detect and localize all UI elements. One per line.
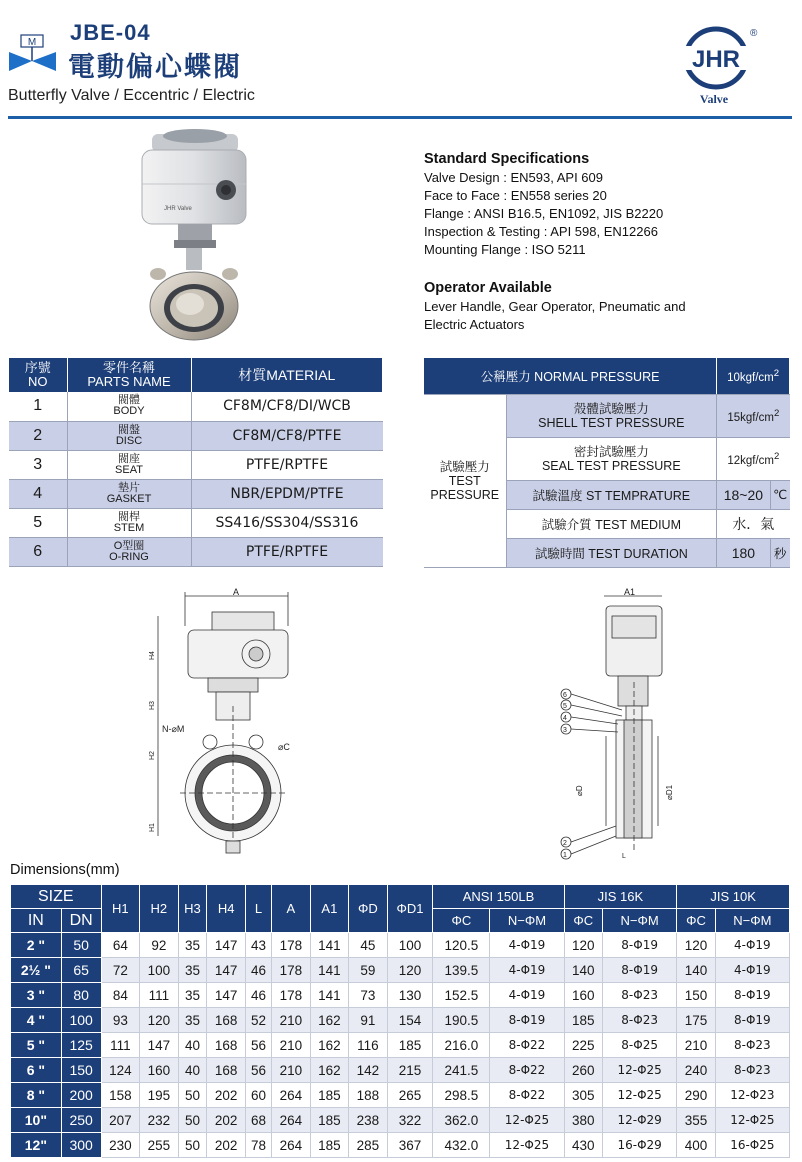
dim-value: 210 (272, 1033, 311, 1058)
svg-text:2: 2 (563, 840, 567, 847)
front-view-drawing (140, 586, 310, 858)
dim-value: 92 (140, 933, 179, 958)
svg-text:4: 4 (563, 715, 567, 722)
dim-value: 285 (349, 1133, 388, 1158)
in-header: IN (11, 909, 62, 933)
temperature-label: 試驗溫度 ST TEMPRATURE (506, 480, 717, 509)
spec-line: Mounting Flange : ISO 5211 (424, 242, 586, 257)
dimension-row (11, 958, 790, 983)
jis16-nm: 8-Φ25 (603, 1033, 677, 1058)
dim-value: 264 (272, 1108, 311, 1133)
dimension-row (11, 1058, 790, 1083)
dim-value: 116 (349, 1033, 388, 1058)
jis16-c: 140 (564, 958, 603, 983)
jis16-nm: 8-Φ23 (603, 983, 677, 1008)
dim-value: 264 (272, 1083, 311, 1108)
dim-value: 162 (310, 1058, 349, 1083)
ansi-c: 362.0 (433, 1108, 490, 1133)
size-in: 8 " (11, 1083, 62, 1108)
part-name: 閥座 SEAT (67, 450, 191, 479)
dim-value: 168 (207, 1058, 246, 1083)
size-in: 12" (11, 1133, 62, 1158)
dim-h2-label: H2 (149, 751, 156, 760)
dim-value: 147 (207, 958, 246, 983)
side-view-drawing (552, 586, 692, 862)
dim-value: 185 (310, 1083, 349, 1108)
standard-specifications (424, 150, 794, 334)
temperature-value: 18~20 (717, 480, 771, 509)
parts-row (9, 421, 383, 450)
dim-value: 100 (387, 933, 433, 958)
dim-value: 238 (349, 1108, 388, 1133)
dim-value: 46 (245, 983, 271, 1008)
jis10-nm: 4-Φ19 (715, 958, 789, 983)
ansi-c: 432.0 (433, 1133, 490, 1158)
operator-line: Lever Handle, Gear Operator, Pneumatic and (424, 299, 686, 314)
dim-value: 207 (101, 1108, 140, 1133)
shell-test-label: 殼體試驗壓力 SHELL TEST PRESSURE (506, 394, 717, 437)
valve-symbol-letter: M (27, 37, 37, 48)
dimensions-title: Dimensions(mm) (10, 862, 120, 878)
dimension-row (11, 983, 790, 1008)
dim-value: 154 (387, 1008, 433, 1033)
parts-header-no: 序號 NO (9, 358, 67, 392)
jis10-c: 175 (677, 1008, 716, 1033)
duration-label: 試驗時間 TEST DURATION (506, 538, 717, 567)
ansi-c: 216.0 (433, 1033, 490, 1058)
operator-title: Operator Available (424, 280, 552, 296)
dim-value: 35 (178, 958, 207, 983)
jis16-nm: 8-Φ19 (603, 933, 677, 958)
spec-line: Valve Design : EN593, API 609 (424, 170, 603, 185)
dim-value: 124 (101, 1058, 140, 1083)
dim-value: 147 (207, 933, 246, 958)
jis16-nm: 12-Φ25 (603, 1058, 677, 1083)
size-in: 2 " (11, 933, 62, 958)
size-dn: 125 (61, 1033, 101, 1058)
spec-line: Flange : ANSI B16.5, EN1092, JIS B2220 (424, 206, 664, 221)
dim-value: 178 (272, 933, 311, 958)
dim-value: 215 (387, 1058, 433, 1083)
page-header (0, 0, 802, 122)
size-dn: 65 (61, 958, 101, 983)
medium-value: 水．氣 (717, 509, 790, 538)
model-code: JBE-04 (70, 20, 151, 45)
parts-row (9, 508, 383, 537)
ansi-c: 241.5 (433, 1058, 490, 1083)
dim-value: 147 (207, 983, 246, 1008)
dim-value: 141 (310, 958, 349, 983)
jis16-c: 160 (564, 983, 603, 1008)
ansi-nm: 8-Φ22 (490, 1083, 564, 1108)
jis16-nm: 12-Φ25 (603, 1083, 677, 1108)
dim-value: 255 (140, 1133, 179, 1158)
dim-value: 93 (101, 1008, 140, 1033)
dim-a-label: A (232, 587, 240, 597)
col-header-h1: H1 (101, 885, 140, 933)
jis10-c: 210 (677, 1033, 716, 1058)
dim-nm-label: N-⌀M (162, 724, 185, 734)
dim-value: 202 (207, 1083, 246, 1108)
size-dn: 80 (61, 983, 101, 1008)
parts-header-material: 材質MATERIAL (191, 358, 383, 392)
size-in: 5 " (11, 1033, 62, 1058)
jis10-c: 120 (677, 933, 716, 958)
dim-value: 45 (349, 933, 388, 958)
ansi-c: 152.5 (433, 983, 490, 1008)
part-material: CF8M/CF8/PTFE (191, 421, 383, 450)
jis16-c: 430 (564, 1133, 603, 1158)
size-dn: 250 (61, 1108, 101, 1133)
jis10-c: 400 (677, 1133, 716, 1158)
dim-value: 59 (349, 958, 388, 983)
col-header-h4: H4 (207, 885, 246, 933)
parts-row (9, 479, 383, 508)
jis10-c: 140 (677, 958, 716, 983)
ansi-nm: 8-Φ22 (490, 1033, 564, 1058)
size-dn: 50 (61, 933, 101, 958)
size-dn: 300 (61, 1133, 101, 1158)
jis10-nm: 12-Φ23 (715, 1083, 789, 1108)
jis16-c: 225 (564, 1033, 603, 1058)
dim-value: 68 (245, 1108, 271, 1133)
sub-header-nm: N−ΦM (603, 909, 677, 933)
part-no: 1 (9, 392, 67, 421)
jis10-nm: 8-Φ19 (715, 983, 789, 1008)
dimensions-table (10, 884, 790, 1158)
size-in: 10" (11, 1108, 62, 1133)
dimension-row (11, 1133, 790, 1158)
jis10-nm: 8-Φ23 (715, 1033, 789, 1058)
shell-test-value: $15kgf/cm^2$ (717, 394, 790, 437)
page-subtitle: Butterfly Valve / Eccentric / Electric (8, 87, 255, 104)
ansi-nm: 4-Φ19 (490, 983, 564, 1008)
dimension-row (11, 1083, 790, 1108)
dim-d1-label: ⌀D1 (665, 784, 674, 800)
medium-label: 試驗介質 TEST MEDIUM (506, 509, 717, 538)
dim-value: 168 (207, 1008, 246, 1033)
size-in: 4 " (11, 1008, 62, 1033)
dim-l-label: L (622, 853, 626, 860)
ansi-nm: 8-Φ19 (490, 1008, 564, 1033)
sub-header-c: ΦC (433, 909, 490, 933)
dim-value: 142 (349, 1058, 388, 1083)
part-name: 閥盤 DISC (67, 421, 191, 450)
size-in: 6 " (11, 1058, 62, 1083)
jis16-c: 185 (564, 1008, 603, 1033)
ansi-nm: 4-Φ19 (490, 933, 564, 958)
dim-value: 264 (272, 1133, 311, 1158)
dim-value: 50 (178, 1083, 207, 1108)
dim-value: 40 (178, 1033, 207, 1058)
part-material: PTFE/RPTFE (191, 537, 383, 566)
size-dn: 100 (61, 1008, 101, 1033)
size-dn: 150 (61, 1058, 101, 1083)
dim-value: 120 (140, 1008, 179, 1033)
part-no: 5 (9, 508, 67, 537)
valve-symbol-icon (8, 34, 58, 74)
dim-value: 72 (101, 958, 140, 983)
dim-value: 230 (101, 1133, 140, 1158)
test-pressure-group-label: 試驗壓力 TEST PRESSURE (424, 394, 506, 567)
jis16-nm: 16-Φ29 (603, 1133, 677, 1158)
dim-value: 147 (140, 1033, 179, 1058)
dim-value: 40 (178, 1058, 207, 1083)
part-no: 4 (9, 479, 67, 508)
dim-value: 73 (349, 983, 388, 1008)
sub-header-c: ΦC (677, 909, 716, 933)
col-header-a1: A1 (310, 885, 349, 933)
sub-header-nm: N−ΦM (490, 909, 564, 933)
part-no: 3 (9, 450, 67, 479)
specs-title: Standard Specifications (424, 151, 590, 167)
dim-value: 35 (178, 983, 207, 1008)
dim-value: 202 (207, 1108, 246, 1133)
normal-pressure-value: $10kgf/cm^2$ (717, 358, 790, 394)
dim-value: 162 (310, 1008, 349, 1033)
dim-value: 178 (272, 958, 311, 983)
parts-table (9, 358, 383, 567)
dim-value: 111 (101, 1033, 140, 1058)
logo-sub-text: Valve (699, 92, 729, 106)
dim-value: 78 (245, 1133, 271, 1158)
parts-header-name: 零件名稱 PARTS NAME (67, 358, 191, 392)
dimension-row (11, 1108, 790, 1133)
group-header-ansi: ANSI 150LB (433, 885, 564, 909)
dim-value: 35 (178, 1008, 207, 1033)
dim-value: 195 (140, 1083, 179, 1108)
dim-a1-label: A1 (624, 587, 636, 597)
size-header: SIZE (11, 885, 102, 909)
duration-unit: 秒 (770, 538, 789, 567)
jis10-nm: 8-Φ23 (715, 1058, 789, 1083)
dim-value: 185 (310, 1133, 349, 1158)
size-in: 3 " (11, 983, 62, 1008)
dim-d-label: ⌀D (575, 785, 584, 796)
group-header-jis16k: JIS 16K (564, 885, 677, 909)
dim-value: 210 (272, 1008, 311, 1033)
spec-line: Face to Face : EN558 series 20 (424, 188, 607, 203)
dimension-row (11, 933, 790, 958)
col-header-l: L (245, 885, 271, 933)
dim-value: 202 (207, 1133, 246, 1158)
dim-value: 367 (387, 1133, 433, 1158)
jis10-c: 150 (677, 983, 716, 1008)
dim-value: 46 (245, 958, 271, 983)
dim-value: 64 (101, 933, 140, 958)
jis16-c: 305 (564, 1083, 603, 1108)
dim-value: 50 (178, 1108, 207, 1133)
dim-value: 91 (349, 1008, 388, 1033)
shell-test-row (424, 394, 790, 437)
size-in: 2½ " (11, 958, 62, 983)
operator-block (424, 279, 794, 334)
jis10-nm: 4-Φ19 (715, 933, 789, 958)
pressure-table (424, 358, 790, 568)
seal-test-value: $12kgf/cm^2$ (717, 437, 790, 480)
col-header-d: ΦD (349, 885, 388, 933)
col-header-d1: ΦD1 (387, 885, 433, 933)
dim-value: 158 (101, 1083, 140, 1108)
ansi-nm: 12-Φ25 (490, 1133, 564, 1158)
part-name: 墊片 GASKET (67, 479, 191, 508)
dimension-row (11, 1008, 790, 1033)
dim-h4-label: H4 (149, 651, 156, 660)
dim-value: 111 (140, 983, 179, 1008)
dim-value: 60 (245, 1083, 271, 1108)
svg-text:6: 6 (563, 692, 567, 699)
jis10-nm: 8-Φ19 (715, 1008, 789, 1033)
operator-line: Electric Actuators (424, 317, 525, 332)
dim-value: 43 (245, 933, 271, 958)
svg-text:3: 3 (563, 727, 567, 734)
dim-value: 162 (310, 1033, 349, 1058)
sub-header-c: ΦC (564, 909, 603, 933)
dim-value: 185 (310, 1108, 349, 1133)
part-name: 閥體 BODY (67, 392, 191, 421)
dim-value: 130 (387, 983, 433, 1008)
jis16-c: 260 (564, 1058, 603, 1083)
jis10-c: 290 (677, 1083, 716, 1108)
dim-value: 178 (272, 983, 311, 1008)
dim-value: 84 (101, 983, 140, 1008)
dim-value: 56 (245, 1058, 271, 1083)
duration-value: 180 (717, 538, 771, 567)
ansi-c: 190.5 (433, 1008, 490, 1033)
ansi-c: 298.5 (433, 1083, 490, 1108)
svg-text:1: 1 (563, 852, 567, 859)
dim-value: 100 (140, 958, 179, 983)
parts-row (9, 392, 383, 421)
jis16-nm: 12-Φ29 (603, 1108, 677, 1133)
seal-test-label: 密封試驗壓力 SEAL TEST PRESSURE (506, 437, 717, 480)
spec-line: Inspection & Testing : API 598, EN12266 (424, 224, 658, 239)
parts-row (9, 450, 383, 479)
normal-pressure-row (424, 358, 790, 394)
part-no: 2 (9, 421, 67, 450)
dim-h3-label: H3 (149, 701, 156, 710)
part-material: SS416/SS304/SS316 (191, 508, 383, 537)
ansi-c: 139.5 (433, 958, 490, 983)
dim-value: 160 (140, 1058, 179, 1083)
dim-h1-label: H1 (149, 823, 156, 832)
dim-value: 265 (387, 1083, 433, 1108)
logo-text: JHR (691, 46, 741, 73)
temperature-unit: ℃ (770, 480, 789, 509)
sub-header-nm: N−ΦM (715, 909, 789, 933)
part-name: O型圈 O-RING (67, 537, 191, 566)
dim-value: 210 (272, 1058, 311, 1083)
actuator-plate-text: JHR Valve (164, 206, 192, 212)
size-dn: 200 (61, 1083, 101, 1108)
page-title: 電動偏心蝶閥 (68, 52, 242, 83)
col-header-h2: H2 (140, 885, 179, 933)
dim-value: 322 (387, 1108, 433, 1133)
jis16-c: 120 (564, 933, 603, 958)
jis16-nm: 8-Φ23 (603, 1008, 677, 1033)
dn-header: DN (61, 909, 101, 933)
ansi-nm: 8-Φ22 (490, 1058, 564, 1083)
dim-value: 185 (387, 1033, 433, 1058)
header-divider (8, 116, 792, 119)
part-name: 閥桿 STEM (67, 508, 191, 537)
ansi-c: 120.5 (433, 933, 490, 958)
col-header-h3: H3 (178, 885, 207, 933)
dim-value: 188 (349, 1083, 388, 1108)
dim-value: 52 (245, 1008, 271, 1033)
dim-value: 141 (310, 983, 349, 1008)
group-header-jis10k: JIS 10K (677, 885, 790, 909)
ansi-nm: 12-Φ25 (490, 1108, 564, 1133)
dim-value: 50 (178, 1133, 207, 1158)
logo-registered: ® (750, 28, 758, 39)
jis16-nm: 8-Φ19 (603, 958, 677, 983)
dimension-row (11, 1033, 790, 1058)
parts-row (9, 537, 383, 566)
normal-pressure-label: 公稱壓力 NORMAL PRESSURE (424, 358, 717, 394)
dim-value: 232 (140, 1108, 179, 1133)
dim-value: 141 (310, 933, 349, 958)
dim-value: 168 (207, 1033, 246, 1058)
svg-text:5: 5 (563, 703, 567, 710)
part-material: PTFE/RPTFE (191, 450, 383, 479)
part-material: CF8M/CF8/DI/WCB (191, 392, 383, 421)
dim-value: 120 (387, 958, 433, 983)
product-photo (128, 128, 258, 350)
dim-value: 35 (178, 933, 207, 958)
jis10-c: 240 (677, 1058, 716, 1083)
jis10-c: 355 (677, 1108, 716, 1133)
col-header-a: A (272, 885, 311, 933)
jis10-nm: 12-Φ25 (715, 1108, 789, 1133)
dim-c-label: ⌀C (278, 742, 290, 752)
jis16-c: 380 (564, 1108, 603, 1133)
jis10-nm: 16-Φ25 (715, 1133, 789, 1158)
dim-value: 56 (245, 1033, 271, 1058)
part-no: 6 (9, 537, 67, 566)
part-material: NBR/EPDM/PTFE (191, 479, 383, 508)
ansi-nm: 4-Φ19 (490, 958, 564, 983)
